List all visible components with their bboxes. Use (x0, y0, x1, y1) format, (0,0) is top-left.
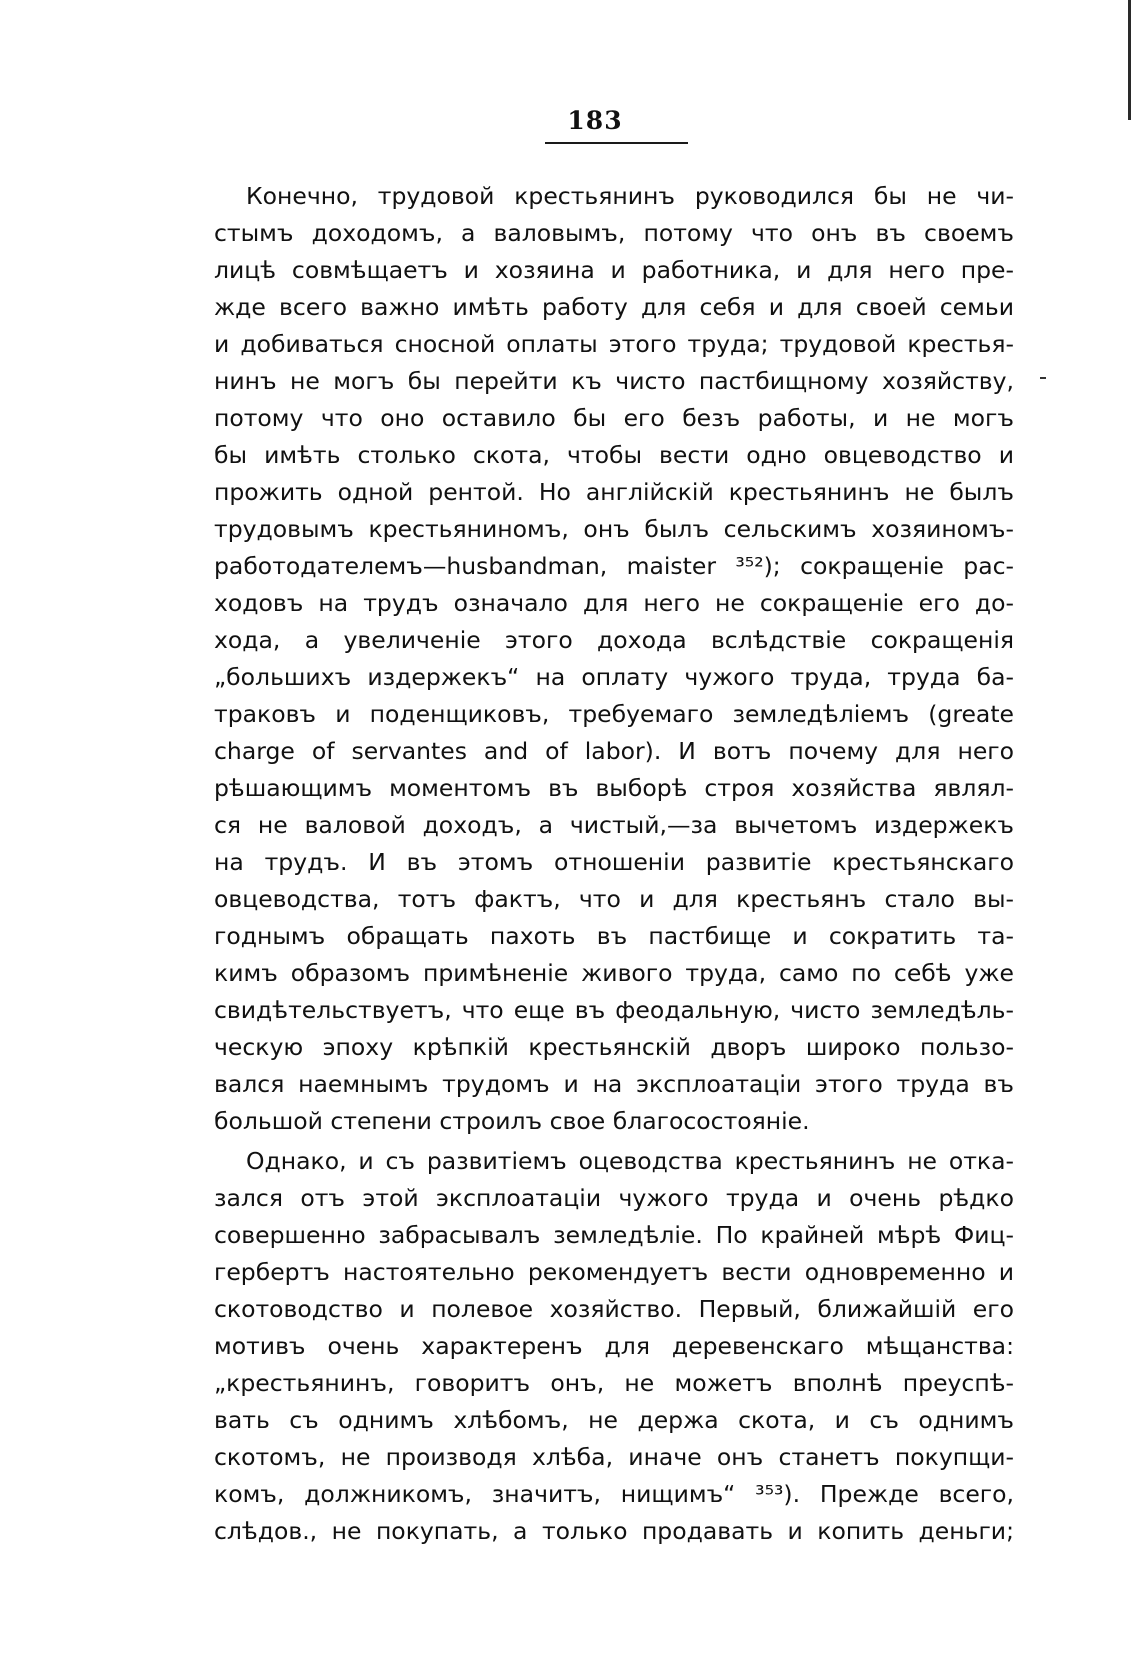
text-line: на трудъ. И въ этомъ отношеніи развитіе крестьянскаго (214, 848, 1014, 876)
page-edge-line (1128, 0, 1131, 120)
text-line: „большихъ издержекъ“ на оплату чужого труда, труда ба- (214, 663, 1014, 691)
text-line: стымъ доходомъ, а валовымъ, потому что онъ въ своемъ (214, 219, 1014, 247)
text-line: Конечно, трудовой крестьянинъ руководился бы не чи- (246, 182, 1014, 210)
text-line: лицѣ совмѣщаетъ и хозяина и работника, и для него пре- (214, 256, 1014, 284)
text-line: вался наемнымъ трудомъ и на эксплоатаціи этого труда въ (214, 1070, 1014, 1098)
text-line: нинъ не могъ бы перейти къ чисто пастбищному хозяйству, (214, 367, 1014, 395)
margin-mark (1040, 377, 1046, 379)
text-line: свидѣтельствуетъ, что еще въ феодальную, чисто земледѣль- (214, 996, 1014, 1024)
text-line: хода, а увеличеніе этого дохода вслѣдствіе сокращенія (214, 626, 1014, 654)
text-line: кимъ образомъ примѣненіе живого труда, само по себѣ уже (214, 959, 1014, 987)
text-line: бы имѣть столько скота, чтобы вести одно овцеводство и (214, 441, 1014, 469)
text-line: ческую эпоху крѣпкій крестьянскій дворъ широко пользо- (214, 1033, 1014, 1061)
text-line: Однако, и съ развитіемъ оцеводства крестьянинъ не отка- (246, 1147, 1014, 1175)
page-number-rule (545, 142, 688, 144)
text-line: жде всего важно имѣть работу для себя и для своей семьи (214, 293, 1014, 321)
text-line: слѣдов., не покупать, а только продавать и копить деньги; (214, 1517, 1014, 1545)
text-line: прожить одной рентой. Но англійскій крестьянинъ не былъ (214, 478, 1014, 506)
text-line: и добиваться сносной оплаты этого труда; трудовой крестья- (214, 330, 1014, 358)
body-text (214, 178, 1014, 1550)
text-line: потому что оно оставило бы его безъ работы, и не могъ (214, 404, 1014, 432)
paragraph (214, 1143, 1014, 1550)
text-line: скотомъ, не производя хлѣба, иначе онъ станетъ покупщи- (214, 1443, 1014, 1471)
text-line: вать съ однимъ хлѣбомъ, не держа скота, и съ однимъ (214, 1406, 1014, 1434)
text-line: charge of servantes and of labor). И вотъ почему для него (214, 737, 1014, 765)
text-line: ходовъ на трудъ означало для него не сокращеніе его до- (214, 589, 1014, 617)
text-line: большой степени строилъ свое благосостояніе. (214, 1107, 810, 1135)
text-line: рѣшающимъ моментомъ въ выборѣ строя хозяйства являл- (214, 774, 1014, 802)
text-line: мотивъ очень характеренъ для деревенскаго мѣщанства: (214, 1332, 1014, 1360)
text-line: скотоводство и полевое хозяйство. Первый, ближайшій его (214, 1295, 1014, 1323)
text-line: гербертъ настоятельно рекомендуетъ вести одновременно и (214, 1258, 1014, 1286)
text-line: зался отъ этой эксплоатаціи чужого труда и очень рѣдко (214, 1184, 1014, 1212)
text-line: трудовымъ крестьяниномъ, онъ былъ сельскимъ хозяиномъ- (214, 515, 1014, 543)
text-line: овцеводства, тотъ фактъ, что и для крестьянъ стало вы- (214, 885, 1014, 913)
text-line: совершенно забрасывалъ земледѣліе. По крайней мѣрѣ Фиц- (214, 1221, 1014, 1249)
text-line: „крестьянинъ, говоритъ онъ, не можетъ вполнѣ преуспѣ- (214, 1369, 1014, 1397)
text-line: годнымъ обращать пахоть въ пастбище и сократить та- (214, 922, 1014, 950)
text-line: ся не валовой доходъ, а чистый,—за вычетомъ издержекъ (214, 811, 1014, 839)
page-number: 183 (567, 106, 623, 135)
text-line: работодателемъ—husbandman, maister ³⁵²); сокращеніе рас- (214, 552, 1014, 580)
text-line: траковъ и поденщиковъ, требуемаго земледѣліемъ (greate (214, 700, 1014, 728)
text-line: комъ, должникомъ, значитъ, нищимъ“ ³⁵³). Прежде всего, (214, 1480, 1014, 1508)
paragraph (214, 178, 1014, 1140)
